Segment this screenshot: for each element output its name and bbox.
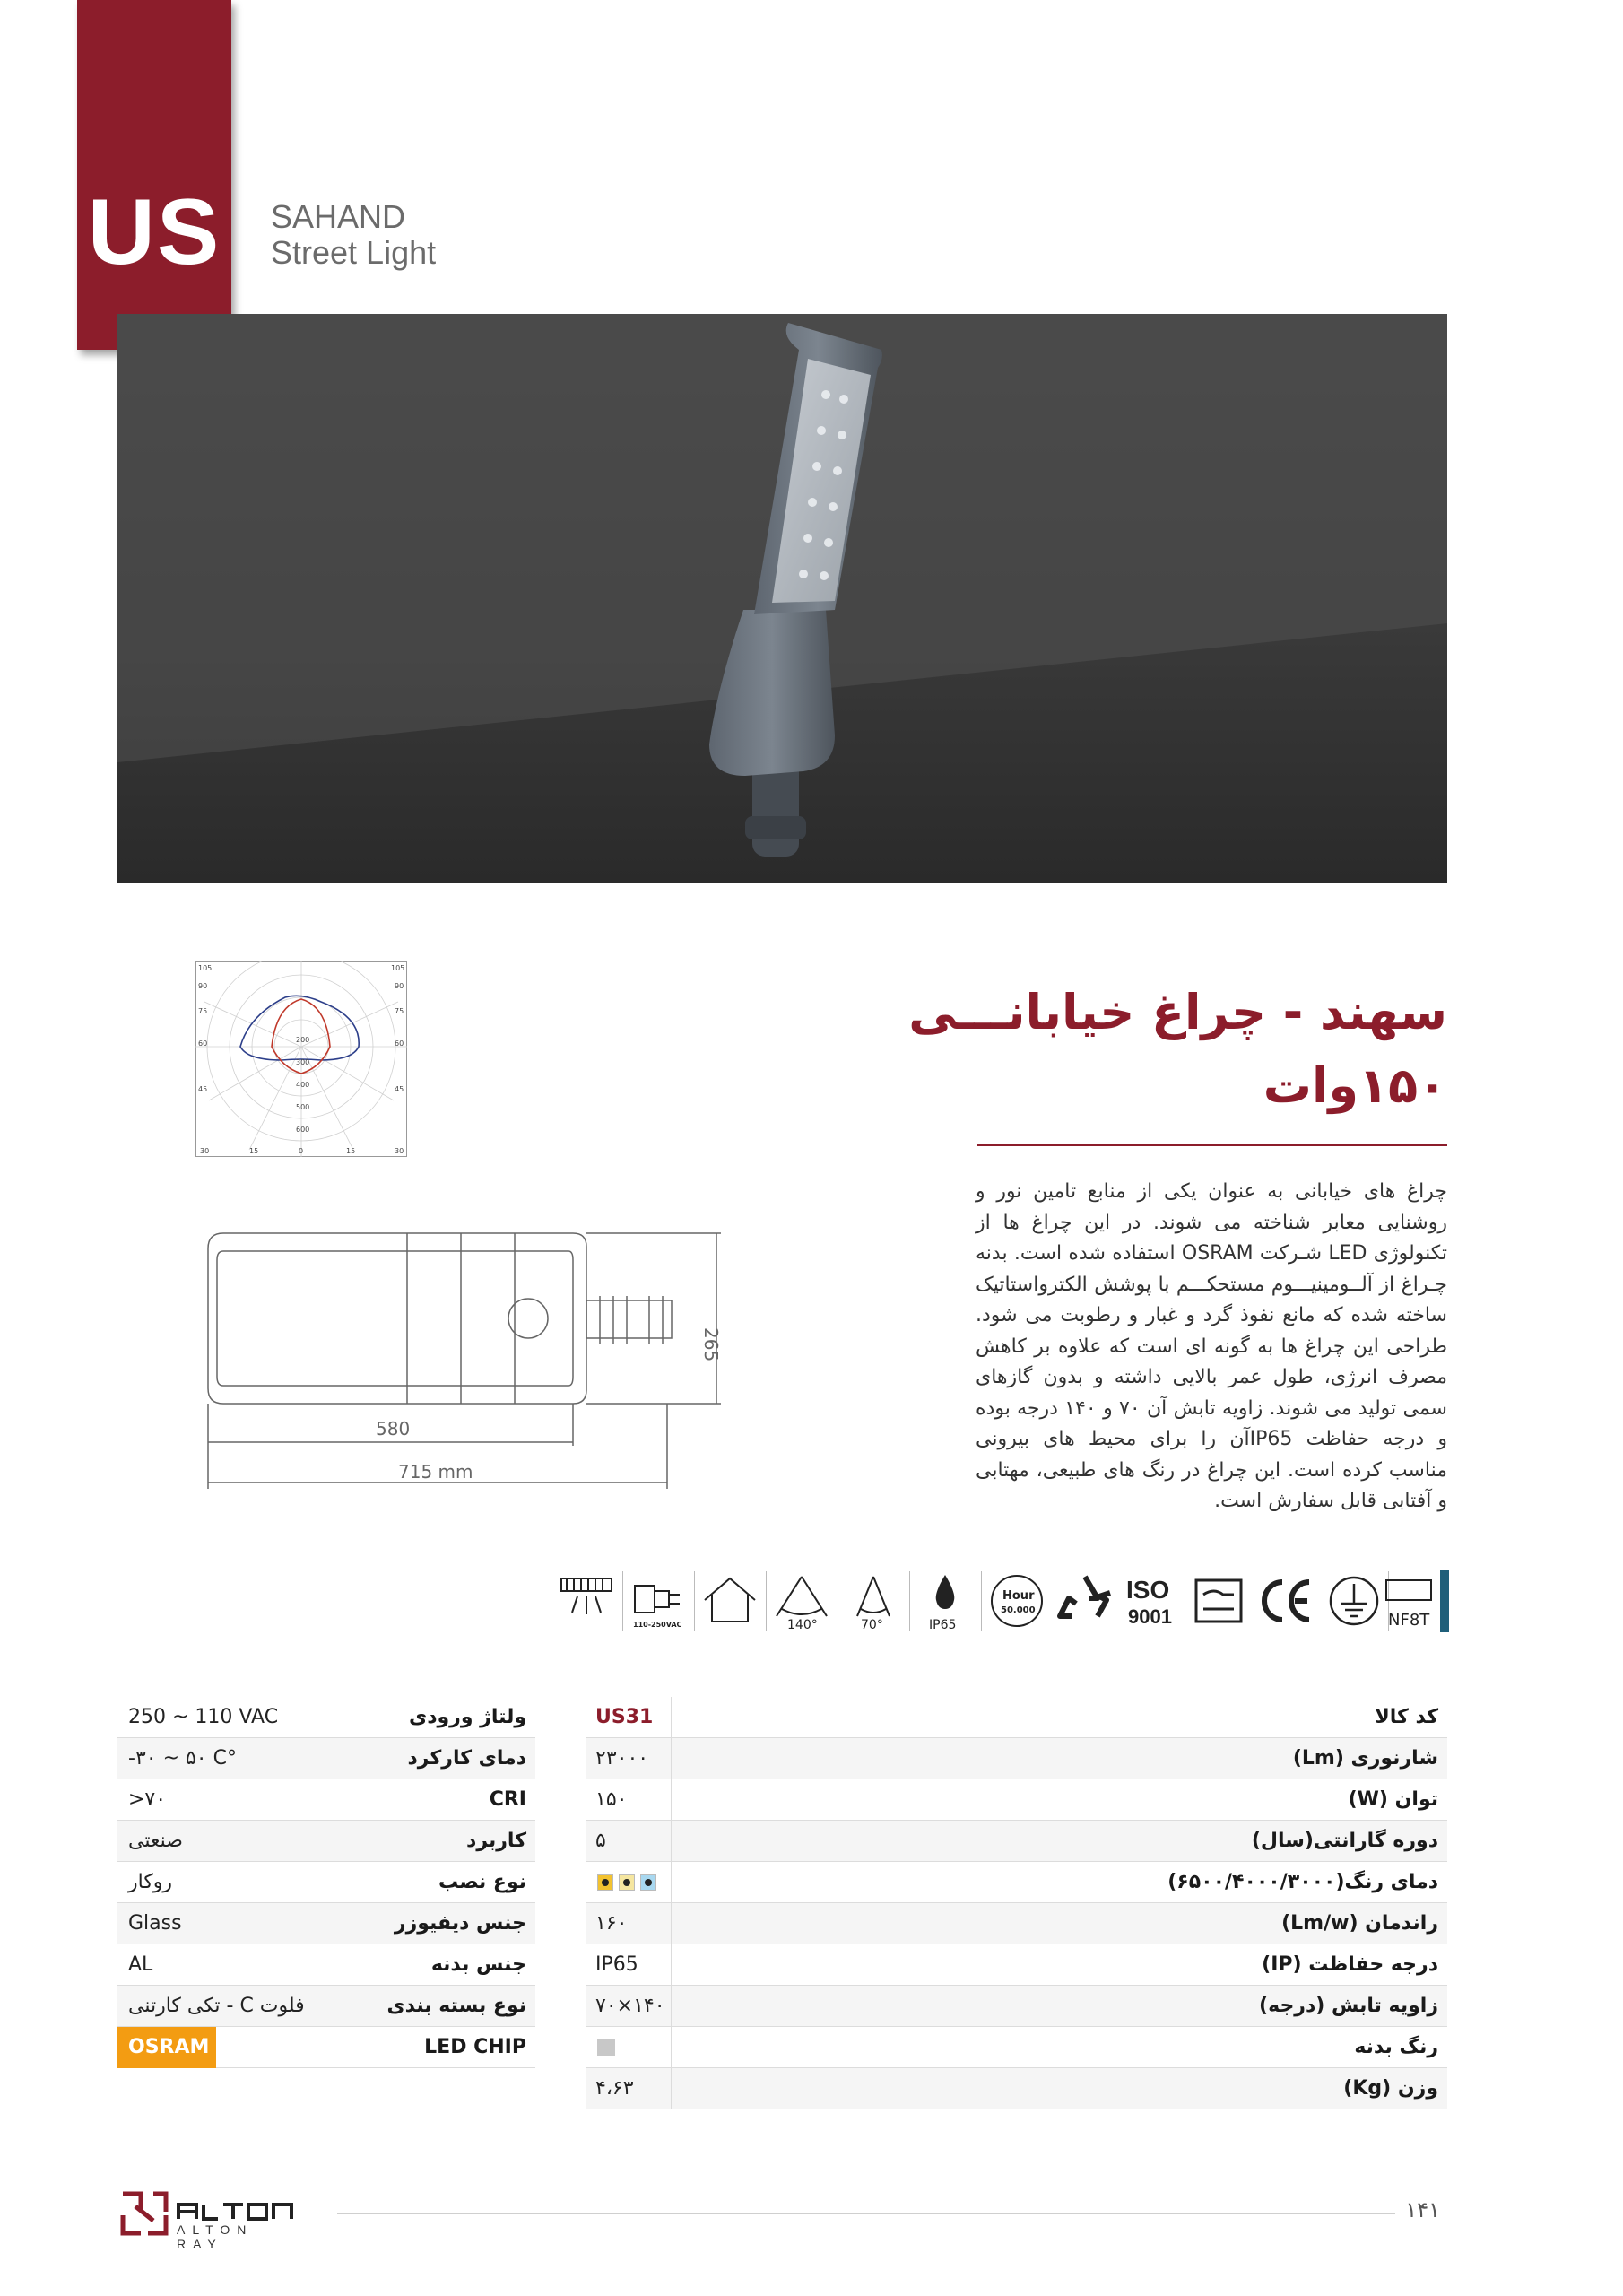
- series-code: US: [87, 180, 221, 284]
- spec-table-secondary: [117, 1697, 535, 2077]
- angle-70-label: 70°: [861, 1618, 883, 1632]
- spec-label: کد کالا: [1375, 1706, 1438, 1728]
- nf-label: NF8T: [1388, 1611, 1430, 1630]
- polar-label: 75: [395, 1007, 404, 1015]
- product-description: چراغ های خیابانی به عنوان یکی از منابع تامین نور و روشنایی معابر شناخته می شوند. در این چراغ ها از تکنولوژی LED شـرکت OSRAM استفاده شده است. بدنه چـراغ از آلــومینیـــوم مستحکـــم با پوشش الکترواستاتیک ساخته شده که مانع نفوذ گرد و غبار و رطوبت می شود. طراحی این چراغ ها به گونه ای است که علاوه بر کاهش مصرف انرژی، طول عمر بالایی داشته و بدون گازهای سمی تولید می شوند. زاویه تابش آن ۷۰ و ۱۴۰ درجه بوده و درجه حفاظت IP65آن را برای محیط های بیرونی مناسب کرده است. این چراغ در رنگ های طبیعی، مهتابی و آفتابی قابل سفارش است.: [976, 1180, 1447, 1512]
- spec-row-lumen: [586, 1738, 1447, 1779]
- spec-row-body-color: [586, 2027, 1447, 2068]
- beam-70-icon: [841, 1568, 906, 1634]
- recycle-icon: [1053, 1568, 1117, 1634]
- angle-140-label: 140°: [787, 1618, 818, 1632]
- spec-value: AL: [128, 1953, 153, 1976]
- color-temp-swatch-warm: [597, 1874, 613, 1891]
- spec-value: IP65: [595, 1953, 638, 1976]
- polar-label: 105: [198, 964, 213, 972]
- quality-mark-icon: [1187, 1568, 1252, 1634]
- spec-label: دوره گارانتی(سال): [1251, 1830, 1438, 1852]
- body-color-swatch: [597, 2039, 615, 2056]
- icon-divider: [766, 1571, 767, 1631]
- spec-row-voltage: [117, 1697, 535, 1738]
- hours-label: Hour: [1002, 1589, 1035, 1603]
- spec-label: شارنوری (Lm): [1292, 1747, 1438, 1770]
- spec-label: CRI: [489, 1788, 526, 1811]
- spec-value: >۷۰: [128, 1788, 167, 1811]
- spec-value: ۷۰×۱۴۰: [595, 1995, 665, 2017]
- icon-divider: [981, 1571, 982, 1631]
- dimension-drawing: [192, 1211, 730, 1498]
- color-temp-swatch-neutral: [619, 1874, 635, 1891]
- icon-strip-accent-bar: [1440, 1570, 1449, 1632]
- polar-label: 90: [395, 982, 404, 990]
- icon-divider: [694, 1571, 695, 1631]
- plug-icon: [626, 1568, 690, 1634]
- spec-table-main: [586, 1697, 1447, 2118]
- street-light-photo: [117, 314, 1447, 883]
- ce-mark-icon: [1254, 1568, 1318, 1634]
- hours-value: 50.000: [1001, 1605, 1036, 1615]
- iso-number: 9001: [1128, 1605, 1172, 1628]
- spec-row-ip: [586, 1944, 1447, 1986]
- product-title: [908, 976, 1447, 1123]
- ip65-drop-icon: [913, 1568, 977, 1634]
- polar-label: 60: [395, 1039, 404, 1048]
- spec-row-led-chip: [117, 2027, 535, 2068]
- polar-label: 15: [249, 1147, 259, 1155]
- spec-value: Glass: [128, 1912, 182, 1935]
- product-title-line1: سهند - چراغ خیابانـــی: [908, 984, 1447, 1040]
- spec-value: ۴،۶۳: [595, 2077, 634, 2100]
- polar-label: 90: [198, 982, 208, 990]
- spec-row-packaging: [117, 1986, 535, 2027]
- polar-label: 60: [198, 1039, 208, 1048]
- brand-name: ALTON RAY: [177, 2222, 254, 2251]
- outdoor-house-icon: [698, 1568, 762, 1634]
- product-hero-image: [117, 314, 1447, 883]
- polar-label: 0: [299, 1147, 304, 1155]
- spec-value: ۲۳۰۰۰: [595, 1747, 649, 1770]
- polar-label: 75: [198, 1007, 208, 1015]
- spec-value: تکی کارتنی - C فلوت: [128, 1995, 305, 2017]
- alton-ray-logo: [117, 2188, 306, 2251]
- spec-value: روکار: [128, 1871, 173, 1893]
- polar-label: 45: [198, 1085, 208, 1093]
- series-code-tab: [77, 0, 231, 350]
- iso-label: ISO: [1126, 1576, 1170, 1604]
- spec-row-body-material: [117, 1944, 535, 1986]
- footer-divider: [337, 2213, 1395, 2214]
- product-title-line2: ۱۵۰وات: [1263, 1057, 1447, 1114]
- spec-row-warranty: [586, 1821, 1447, 1862]
- dim-height-label: 265: [700, 1327, 722, 1362]
- spec-row-color-temp: [586, 1862, 1447, 1903]
- spec-label: وزن (Kg): [1343, 2077, 1438, 2100]
- spec-label: کاربرد: [466, 1830, 526, 1852]
- icon-divider: [622, 1571, 623, 1631]
- spec-label: ولتاژ ورودی: [409, 1706, 526, 1728]
- driver-icon: [1374, 1568, 1438, 1634]
- spec-row-beam-angle: [586, 1986, 1447, 2027]
- spec-value: ۱۵۰: [595, 1788, 628, 1811]
- polar-label: 500: [296, 1103, 310, 1111]
- dim-total-length-label: 715 mm: [398, 1461, 473, 1483]
- series-name: SAHAND: [271, 198, 406, 235]
- polar-label: 400: [296, 1081, 310, 1089]
- series-subtitle: Street Light: [271, 234, 437, 271]
- feature-icon-strip: [554, 1568, 1449, 1634]
- spec-label: درجه حفاظت (IP): [1262, 1953, 1438, 1976]
- spec-label: توان (W): [1348, 1788, 1438, 1811]
- spec-row-mounting: [117, 1862, 535, 1903]
- spec-label: دمای رنگ(۶۵۰۰/۴۰۰۰/۳۰۰۰): [1167, 1871, 1438, 1893]
- spec-value: ۱۶۰: [595, 1912, 628, 1935]
- spec-label: جنس بدنه: [430, 1953, 526, 1976]
- spec-row-cri: [117, 1779, 535, 1821]
- polar-label: 30: [395, 1147, 404, 1155]
- polar-label: 15: [346, 1147, 356, 1155]
- lifetime-hours-icon: [985, 1568, 1049, 1634]
- spec-row-code: [586, 1697, 1447, 1738]
- polar-label: 45: [395, 1085, 404, 1093]
- spec-value: ۵: [595, 1830, 606, 1852]
- spec-label: LED CHIP: [424, 2036, 526, 2058]
- spec-row-application: [117, 1821, 535, 1862]
- product-code-value: US31: [595, 1706, 654, 1728]
- title-divider: [977, 1144, 1447, 1146]
- spec-row-power: [586, 1779, 1447, 1821]
- iso-9001-icon: [1119, 1568, 1184, 1634]
- spec-value: 250 ~ 110 VAC: [128, 1706, 279, 1728]
- page-number: ۱۴۱: [1405, 2197, 1440, 2222]
- spec-row-diffuser: [117, 1903, 535, 1944]
- spec-row-weight: [586, 2068, 1447, 2109]
- polar-label: 300: [296, 1058, 310, 1066]
- polar-label: 200: [296, 1036, 310, 1044]
- light-fixture-icon: [554, 1568, 619, 1634]
- spec-label: نوع نصب: [438, 1871, 526, 1893]
- dim-body-length-label: 580: [376, 1418, 411, 1439]
- color-temp-swatch-cool: [640, 1874, 656, 1891]
- voltage-label: 110-250VAC: [633, 1621, 682, 1629]
- spec-label: نوع بسته بندی: [386, 1995, 526, 2017]
- spec-label: دمای کارکرد: [407, 1747, 526, 1770]
- light-distribution-diagram: [195, 961, 407, 1157]
- polar-label: 600: [296, 1126, 310, 1134]
- series-title: [271, 199, 436, 271]
- spec-label: رنگ بدنه: [1354, 2036, 1438, 2058]
- spec-row-efficiency: [586, 1903, 1447, 1944]
- spec-row-operating-temp: [117, 1738, 535, 1779]
- beam-140-icon: [769, 1568, 834, 1634]
- spec-value: -۳۰ ~ ۵۰ C°: [128, 1747, 237, 1770]
- led-chip-brand-badge: OSRAM: [117, 2027, 216, 2068]
- spec-label: زاویه تابش (درجه): [1259, 1995, 1438, 2017]
- spec-label: جنس دیفیوزر: [394, 1912, 526, 1935]
- ip-label: IP65: [929, 1618, 957, 1632]
- icon-divider: [909, 1571, 910, 1631]
- spec-value: صنعتی: [128, 1830, 183, 1852]
- polar-label: 30: [200, 1147, 210, 1155]
- spec-label: راندمان (Lm/w): [1281, 1912, 1438, 1935]
- polar-label: 105: [391, 964, 405, 972]
